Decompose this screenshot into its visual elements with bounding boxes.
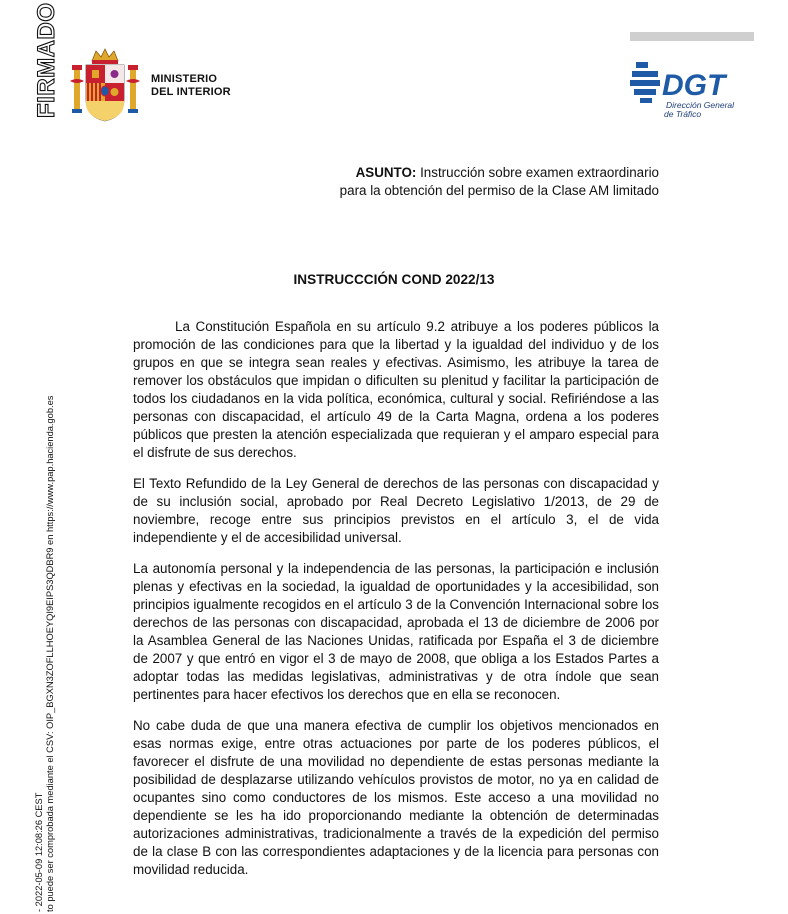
dgt-logo-sub-1: Dirección General: [666, 100, 735, 110]
csv-line-2: - 2022-05-09 12:08:26 CEST: [34, 792, 44, 912]
subject-label: ASUNTO:: [355, 165, 417, 180]
body-paragraph-2: El Texto Refundido de la Ley General de derechos de las personas con discapacidad y de su inclusión social, aprobado por Real Decreto Legislativo 1/2013, de 29 de noviembre, recoge entre sus principios previstos en el artículo 3, el de vida independiente y el de accesibilidad universal.: [133, 476, 659, 545]
body-paragraph-3: La autonomía personal y la independencia de las personas, la participación e inclusión plenas y efectivas en la sociedad, la igualdad de oportunidades y la accesibilidad, son principios igualmente recogidos en el artículo 3 de la Convención Internacional sobre los derechos de las personas con discapacidad, aprobada el 13 de diciembre de 2006 por la Asamblea General de las Naciones Unidas, ratificada por España el 3 de diciembre de 2007 y que entró en vigor el 3 de mayo de 2008, que obliga a los Estados Partes a adoptar todas las medidas legislativas, administrativas y de otra índole que sean pertinentes para hacer efectivos los derechos que en ella se reconocen.: [133, 561, 659, 702]
ministry-name: [151, 73, 231, 99]
subject-text: Instrucción sobre examen extraordinario para la obtención del permiso de la Clase AM limitado: [339, 165, 659, 198]
firmado-stamp: [33, 2, 60, 120]
ministry-line-1: MINISTERIO: [151, 73, 218, 85]
ministry-line-2: DEL INTERIOR: [151, 86, 231, 98]
header-grey-bar: [630, 32, 754, 41]
dgt-logo-text: DGT: [662, 69, 726, 102]
subject-block: [329, 164, 659, 199]
csv-verification-text: [28, 395, 56, 914]
dgt-logo-sub-2: de Tráfico: [664, 109, 702, 119]
coat-of-arms-icon: [70, 47, 140, 123]
body-paragraph-1: La Constitución Española en su artículo 9.2 atribuye a los poderes públicos la promoción de las condiciones para que la libertad y la igualdad del individuo y de los grupos en que se integra sean reales y efectivas. Asimismo, les atribuye la tarea de remover los obstáculos que impidan o dificulten su plenitud y facilitar la participación de todos los ciudadanos en la vida política, económica, cultural y social. Refiriéndose a las personas con discapacidad, el artículo 49 de la Carta Magna, ordena a los poderes públicos que presten la atención especializada que requieran y el amparo especial para el disfrute de sus derechos.: [133, 319, 659, 460]
document-body: [133, 318, 659, 892]
body-paragraph-4: No cabe duda de que una manera efectiva de cumplir los objetivos mencionados en esas normas exige, entre otras actuaciones por parte de los poderes públicos, el favorecer el disfrute de una movilidad no dependiente de estas personas mediante la posibilidad de desplazarse utilizando vehículos provistos de motor, no ya en calidad de ocupantes sino como conductores de los mismos. Este acceso a una movilidad no dependiente se les ha ido proporcionando mediante la obtención de determinadas autorizaciones administrativas, tradicionalmente a través de la expedición del permiso de la clase B con las correspondientes adaptaciones y de la licencia para personas con movilidad reducida.: [133, 718, 659, 877]
csv-line-1: to puede ser comprobada mediante el CSV: OIP_BGXN3ZOFLLHOEYQI9EIPS3QDBR9 en https://www.pap.hacienda.gob.es: [45, 395, 55, 912]
dgt-logo-icon: [630, 62, 734, 120]
firmado-text: FIRMADO: [33, 2, 60, 118]
document-title: INSTRUCCCIÓN COND 2022/13: [293, 272, 495, 287]
